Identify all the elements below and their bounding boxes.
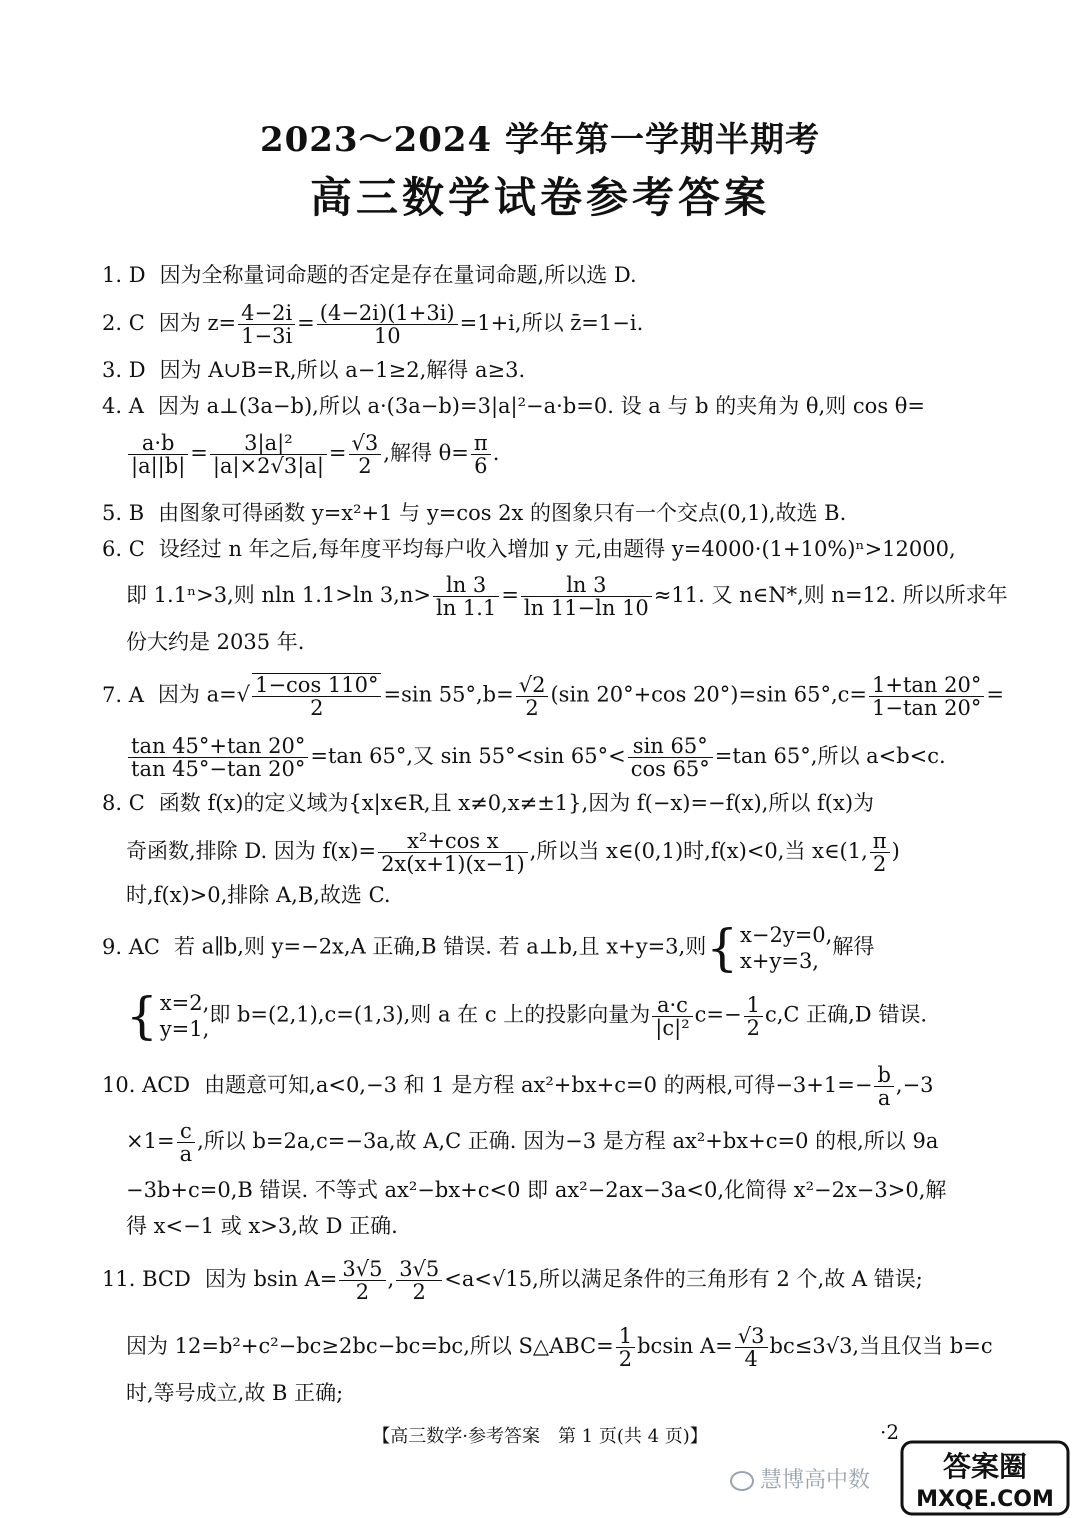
q-label: 7. A: [102, 682, 144, 707]
fraction: $\frac{3√5}{2}$: [339, 1258, 385, 1303]
q-label: 8. C: [102, 791, 145, 815]
q-text: =1+i,所以 z̄=1−i.: [459, 311, 644, 335]
q-text: 因为 z=: [158, 311, 237, 335]
fraction: $\frac{√2}{2}$: [516, 674, 549, 719]
fraction: $\frac{\text{x²+cos x}}{2x(x+1)(x-1)}$: [378, 830, 528, 875]
fraction: $\frac{\pi}{6}$: [471, 432, 491, 477]
q-text: 因为 a⊥(3a−b),所以 a·(3a−b)=3|a|²−a·b=0. 设 a 与 b 的夹角为 θ,则 cos θ=: [157, 394, 926, 418]
q-text: 函数 f(x)的定义域为{x|x∈R,且 x≠0,x≠±1},因为 f(−x)=−f(x),所以 f(x)为: [158, 791, 875, 815]
fraction: $\frac{\ln 3}{\ln 11-\ln 10}$: [521, 574, 652, 619]
q-label: 1. D: [102, 263, 146, 287]
watermark-logo: [900, 1440, 1070, 1516]
equation-system: x−2y=0, x+y=3,: [740, 923, 833, 973]
page-footer: 【高三数学·参考答案 第 1 页(共 4 页)】: [372, 1426, 708, 1447]
fraction: $\frac{(4-2i)(1+3i)}{10}$: [317, 302, 458, 347]
answer-q6-line1: [102, 534, 982, 564]
fraction: $\frac{√3}{2}$: [349, 432, 382, 477]
answer-q11-line2: 因为 12=b²+c²−bc≥2bc−bc=bc,所以 S△ABC= $\frac{1}{2}$ bcsin A= $\frac{√3}{4}$ bc≤3√3,当且仅当 b=c: [126, 1324, 993, 1371]
answer-title: 高三数学试卷参考答案: [309, 173, 770, 222]
fraction: $\frac{1}{2}$: [616, 1325, 635, 1370]
q-text: 由图象可得函数 y=x²+1 与 y=cos 2x 的图象只有一个交点(0,1),故选 B.: [158, 501, 847, 525]
answer-q10-line4: 得 x<−1 或 x>3,故 D 正确.: [126, 1214, 398, 1238]
answer-q1: [102, 260, 982, 290]
svg-text:MXQE.COM: MXQE.COM: [916, 1487, 1054, 1512]
fraction: $\frac{b}{a}$: [874, 1064, 893, 1109]
q-text: 设经过 n 年之后,每年度平均每户收入增加 y 元,由题得 y=4000·(1+10%)ⁿ>12000,: [158, 537, 956, 561]
q-label: 10. ACD: [102, 1073, 191, 1097]
answer-q10-line2: ×1= $\frac{c}{a}$ ,所以 b=2a,c=−3a,故 A,C 正确. 因为−3 是方程 ax²+bx+c=0 的根,所以 9a: [126, 1119, 939, 1166]
answer-q10-line1: 10. ACD 由题意可知,a<0,−3 和 1 是方程 ax²+bx+c=0 的两根,可得−3+1=− $\frac{b}{a}$ ,−3: [102, 1063, 934, 1110]
answer-q9-line2: { x=2, y=1, 即 b=(2,1),c=(1,3),则 a 在 c 上的投影向量为 $\frac{a\cdot c}{\text{|c|²}}$ c=− $\frac{1}{2}$ c,C 正确,D 错误.: [126, 987, 927, 1045]
fraction: $\frac{c}{a}$: [177, 1120, 196, 1165]
answer-q3: [102, 355, 982, 385]
answer-q8-line2: 奇函数,排除 D. 因为 f(x)= $\frac{\text{x²+cos x}}{2x(x+1)(x-1)}$ ,所以当 x∈(0,1)时,f(x)<0,当 x∈(1, $\frac{\pi}{2}$ ): [126, 829, 900, 876]
fraction: $\frac{\pi}{2}$: [870, 830, 890, 875]
answer-q7-line2: $\frac{\tan 45^\circ+\tan 20^\circ}{\tan 45^\circ-\tan 20^\circ}$ =tan 65°,又 sin 55°<sin 65°< $\frac{\sin 65^\circ}{\cos 65^\circ}$ =tan 65°,所以 a<b<c.: [126, 735, 1006, 780]
answer-q9-line1: 9. AC 若 a∥b,则 y=−2x,A 正确,B 错误. 若 a⊥b,且 x+y=3,则{ x−2y=0, x+y=3, 解得: [102, 919, 875, 977]
answer-q4-line1: [102, 391, 982, 421]
q-text: 因为 A∪B=R,所以 a−1≥2,解得 a≥3.: [159, 358, 526, 382]
answer-q6-line3: 份大约是 2035 年.: [126, 630, 305, 654]
fraction: $\frac{1}{2}$: [744, 994, 763, 1039]
answer-q7-line1: 7. A 因为 a=√ $\frac{1-\cos 110^\circ}{2}$ =sin 55°,b= $\frac{√2}{2}$ (sin 20°+cos 20°)=sin 65°,c= $\frac{1+\tan 20^\circ}{1-\tan 20^\circ}$ =: [102, 672, 1004, 720]
exam-title: 2023～2024 学年第一学期半期考: [259, 120, 821, 160]
fraction: $\frac{√3}{4}$: [735, 1325, 768, 1370]
fraction: $\frac{\tan 45^\circ+\tan 20^\circ}{\tan 45^\circ-\tan 20^\circ}$: [128, 735, 308, 780]
q-text: 因为全称量词命题的否定是存在量词命题,所以选 D.: [159, 263, 637, 287]
answer-q8-line3: 时,f(x)>0,排除 A,B,故选 C.: [126, 883, 391, 907]
q-label: 11. BCD: [102, 1267, 191, 1291]
answer-q5: [102, 498, 982, 528]
fraction: $\frac{\sin 65^\circ}{\cos 65^\circ}$: [628, 735, 713, 780]
fraction: $\frac{1+\tan 20^\circ}{1-\tan 20^\circ}$: [869, 674, 984, 719]
answer-q11-line3: 时,等号成立,故 B 正确;: [126, 1381, 344, 1405]
answer-q4-line2: $\frac{a\cdot b}{|a||b|}$ = $\frac{\text{3|a|²}}{|a|\times 2√3|a|}$ = $\frac{√3}{2}$ ,解得 θ= $\frac{\pi}{6}$ .: [126, 432, 1006, 477]
page-mark: ·2: [880, 1420, 900, 1444]
fraction: $\frac{a\cdot b}{|a||b|}$: [128, 432, 188, 477]
fraction: $\frac{\ln 3}{\ln 1.1}$: [433, 574, 499, 619]
answer-q8-line1: [102, 788, 982, 818]
q-label: 2. C: [102, 311, 145, 335]
q-label: 5. B: [102, 501, 145, 525]
fraction: $\frac{\text{3|a|²}}{|a|\times 2√3|a|}$: [210, 432, 327, 477]
answer-q10-line3: −3b+c=0,B 错误. 不等式 ax²−bx+c<0 即 ax²−2ax−3a<0,化简得 x²−2x−3>0,解: [126, 1178, 947, 1202]
answer-q11-line1: 11. BCD 因为 bsin A= $\frac{3√5}{2}$ , $\frac{3√5}{2}$ <a<√15,所以满足条件的三角形有 2 个,故 A 错误;: [102, 1257, 923, 1304]
wechat-icon: [730, 1471, 754, 1491]
q-label: 3. D: [102, 358, 146, 382]
fraction: $\frac{1-\cos 110^\circ}{2}$: [252, 673, 381, 719]
q-label: 4. A: [102, 394, 144, 418]
svg-text:答案圈: 答案圈: [942, 1450, 1028, 1483]
answer-q6-line2: 即 1.1ⁿ>3,则 nln 1.1>ln 3,n> $\frac{\ln 3}{\ln 1.1}$ = $\frac{\ln 3}{\ln 11-\ln 10}$ ≈11. 又 n∈N*,则 n=12. 所以所求年: [126, 573, 1008, 620]
q-label: 9. AC: [102, 934, 160, 959]
watermark-text: 慧博高中数: [730, 1463, 870, 1494]
answer-q2: 2. C 因为 z= $\frac{4-2i}{1-3i}$ = $\frac{(4-2i)(1+3i)}{10}$ =1+i,所以 z̄=1−i.: [102, 301, 644, 348]
q-label: 6. C: [102, 537, 145, 561]
fraction: $\frac{a\cdot c}{\text{|c|²}}$: [652, 994, 692, 1039]
fraction: $\frac{3√5}{2}$: [396, 1258, 442, 1303]
fraction: $\frac{4-2i}{1-3i}$: [238, 302, 295, 347]
equation-system: x=2, y=1,: [159, 991, 210, 1041]
